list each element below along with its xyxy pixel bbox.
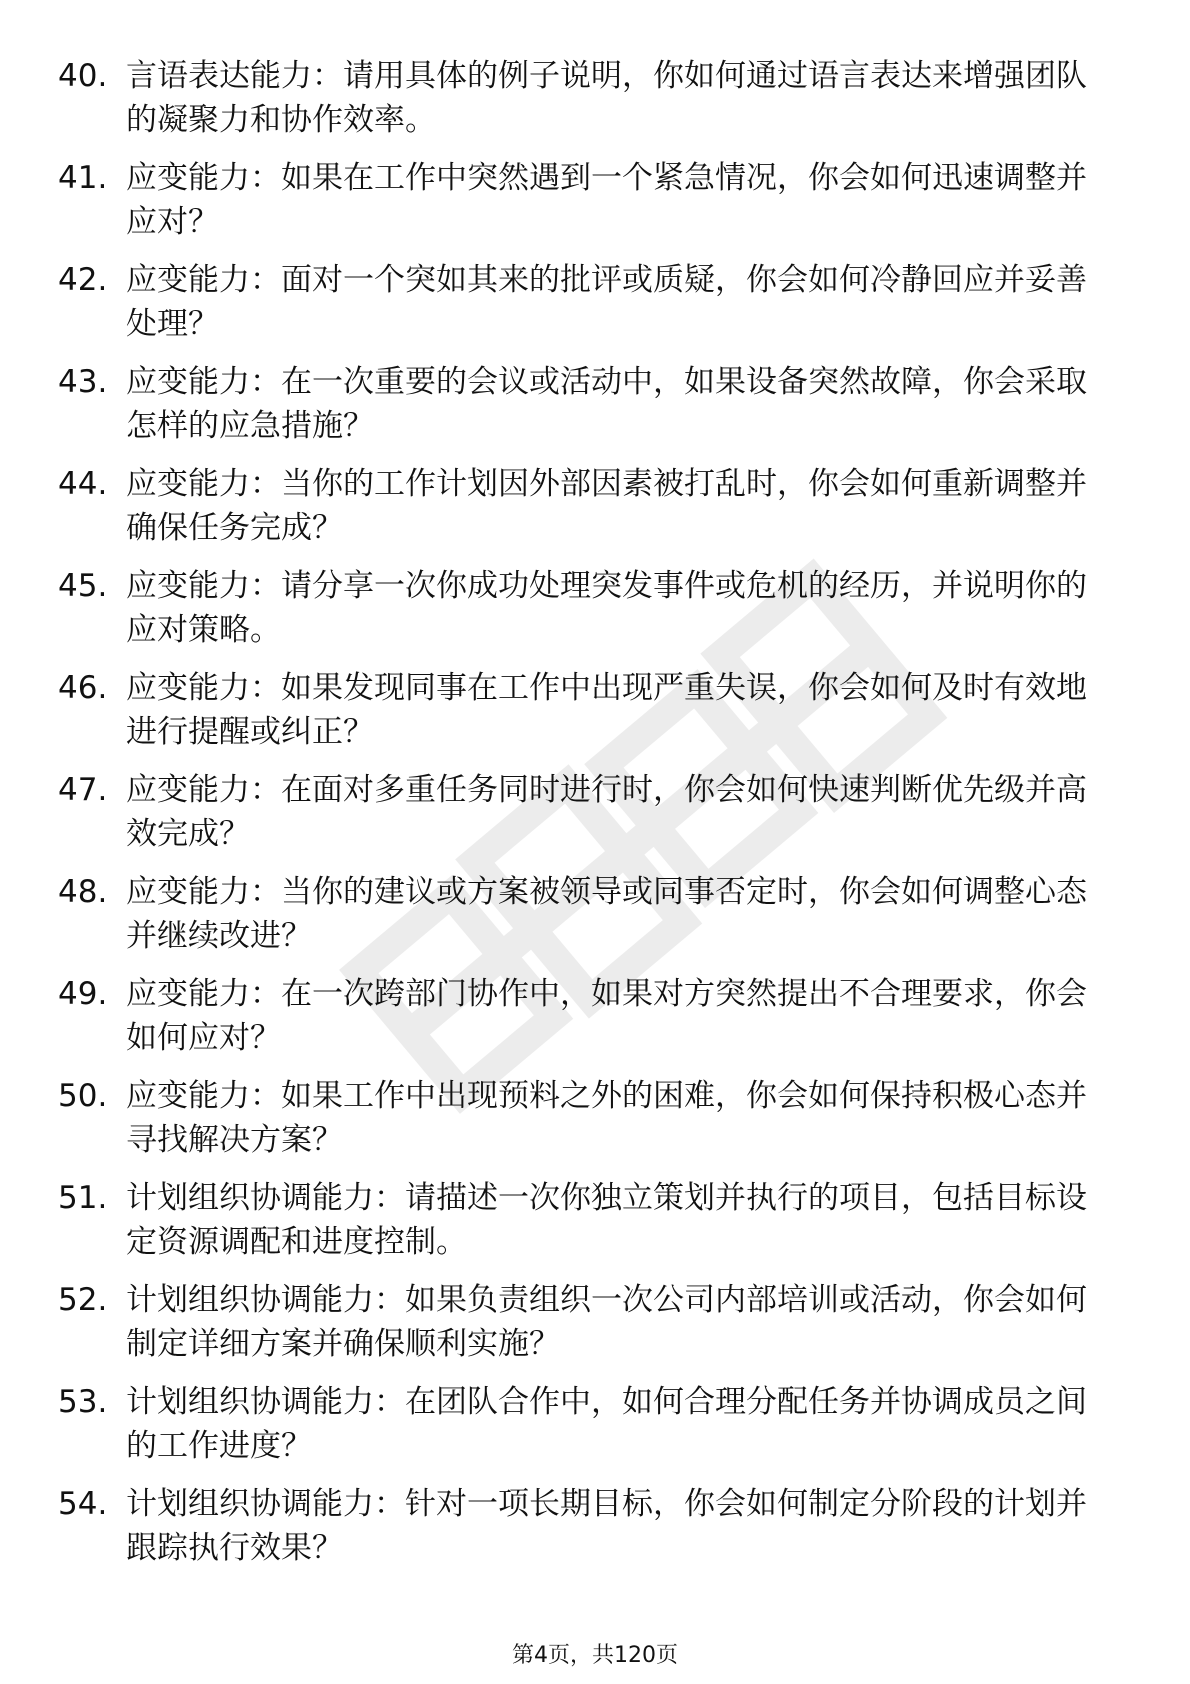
question-item (58, 1278, 1108, 1380)
question-text: 应变能力：在一次重要的会议或活动中，如果设备突然故障，你会采取怎样的应急措施？ (126, 364, 1087, 444)
question-number: 51. (58, 1180, 108, 1216)
question-number: 54. (58, 1486, 108, 1522)
question-text: 言语表达能力：请用具体的例子说明，你如何通过语言表达来增强团队的凝聚力和协作效率。 (126, 58, 1087, 138)
question-item (58, 1176, 1108, 1278)
question-text: 计划组织协调能力：请描述一次你独立策划并执行的项目，包括目标设定资源调配和进度控制。 (126, 1180, 1087, 1260)
question-item (58, 462, 1108, 564)
question-item (58, 564, 1108, 666)
question-number: 46. (58, 670, 108, 706)
question-item (58, 1380, 1108, 1482)
question-text: 计划组织协调能力：针对一项长期目标，你会如何制定分阶段的计划并跟踪执行效果？ (126, 1486, 1087, 1566)
question-item (58, 1074, 1108, 1176)
question-item (58, 972, 1108, 1074)
question-number: 47. (58, 772, 108, 808)
question-number: 52. (58, 1282, 108, 1318)
question-number: 53. (58, 1384, 108, 1420)
question-item (58, 666, 1108, 768)
question-item (58, 870, 1108, 972)
question-number: 43. (58, 364, 108, 400)
question-item (58, 54, 1108, 156)
question-text: 应变能力：如果发现同事在工作中出现严重失误，你会如何及时有效地进行提醒或纠正？ (126, 670, 1087, 750)
question-number: 49. (58, 976, 108, 1012)
question-text: 应变能力：当你的建议或方案被领导或同事否定时，你会如何调整心态并继续改进？ (126, 874, 1087, 954)
question-text: 应变能力：在一次跨部门协作中，如果对方突然提出不合理要求，你会如何应对？ (126, 976, 1087, 1056)
question-number: 40. (58, 58, 108, 94)
question-text: 应变能力：如果在工作中突然遇到一个紧急情况，你会如何迅速调整并应对？ (126, 160, 1087, 240)
question-number: 45. (58, 568, 108, 604)
question-item (58, 258, 1108, 360)
page-footer: 第4页，共120页 (512, 1643, 678, 1668)
question-number: 48. (58, 874, 108, 910)
question-text: 计划组织协调能力：如果负责组织一次公司内部培训或活动，你会如何制定详细方案并确保顺利实施？ (126, 1282, 1087, 1362)
question-number: 50. (58, 1078, 108, 1114)
question-text: 应变能力：当你的工作计划因外部因素被打乱时，你会如何重新调整并确保任务完成？ (126, 466, 1087, 546)
question-text: 计划组织协调能力：在团队合作中，如何合理分配任务并协调成员之间的工作进度？ (126, 1384, 1087, 1464)
question-number: 44. (58, 466, 108, 502)
question-list (58, 54, 1108, 1584)
question-text: 应变能力：请分享一次你成功处理突发事件或危机的经历，并说明你的应对策略。 (126, 568, 1087, 648)
question-item (58, 768, 1108, 870)
question-text: 应变能力：在面对多重任务同时进行时，你会如何快速判断优先级并高效完成？ (126, 772, 1087, 852)
question-item (58, 360, 1108, 462)
question-item (58, 156, 1108, 258)
question-item (58, 1482, 1108, 1584)
question-text: 应变能力：如果工作中出现预料之外的困难，你会如何保持积极心态并寻找解决方案？ (126, 1078, 1087, 1158)
question-number: 41. (58, 160, 108, 196)
question-number: 42. (58, 262, 108, 298)
question-text: 应变能力：面对一个突如其来的批评或质疑，你会如何冷静回应并妥善处理？ (126, 262, 1087, 342)
